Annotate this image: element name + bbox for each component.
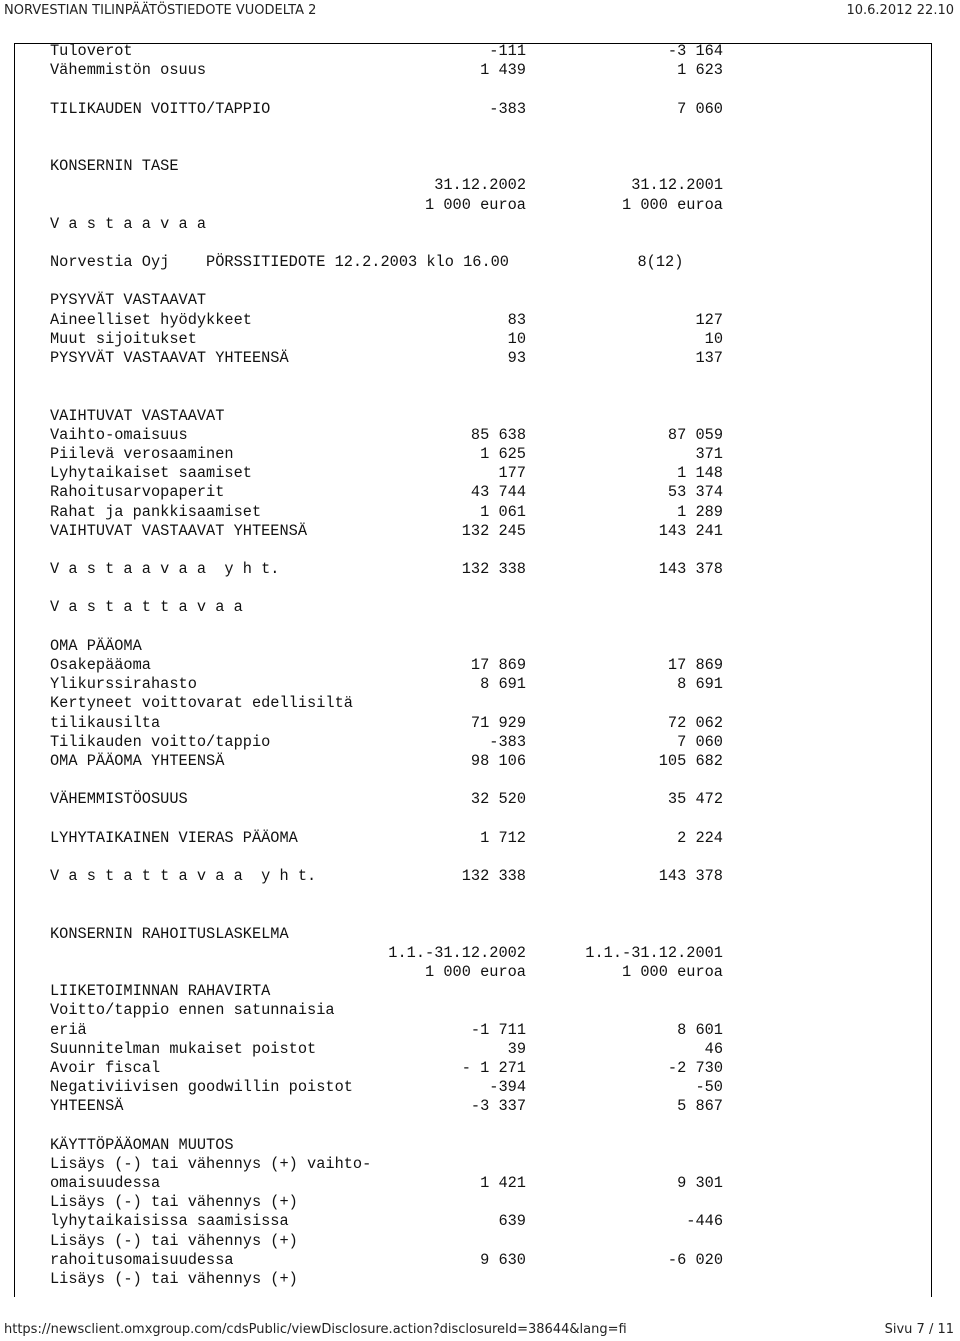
blank-line <box>50 80 910 99</box>
blank-line <box>50 886 910 905</box>
value-2002: 1 439 <box>480 61 526 80</box>
statement-row <box>50 752 910 771</box>
blank-line <box>50 234 910 253</box>
row-label: Vähemmistön osuus <box>50 61 207 80</box>
value-2002: -383 <box>489 732 526 751</box>
value-2001: 137 <box>695 349 723 367</box>
statement-row <box>50 1251 910 1270</box>
row-label: Ylikurssirahasto <box>50 675 197 694</box>
value-2001: 1 000 euroa <box>622 195 723 214</box>
value-2002: 1 061 <box>480 502 526 521</box>
value-2002: 1 421 <box>480 1174 526 1193</box>
blank-line <box>50 771 910 790</box>
value-2001: 31.12.2001 <box>631 176 723 195</box>
row-label: VAIHTUVAT VASTAAVAT YHTEENSÄ <box>50 521 308 540</box>
row-label: OMA PÄÄOMA <box>50 636 142 655</box>
value-2002: 32 520 <box>470 790 526 809</box>
blank-line <box>50 905 910 924</box>
value-2001: 371 <box>695 444 723 463</box>
blank-line <box>50 368 910 387</box>
row-label: V a s t a a v a a <box>50 214 207 233</box>
value-2001: 1 623 <box>677 61 723 80</box>
statement-row <box>50 829 910 848</box>
statement-row <box>50 598 910 617</box>
row-label: Lisäys (-) tai vähennys (+) <box>50 1231 298 1250</box>
statement-row <box>50 925 910 944</box>
row-label: Tuloverot <box>50 42 133 60</box>
blank-line <box>50 848 910 867</box>
blank-line <box>50 579 910 598</box>
value-2002: 132 245 <box>461 521 526 540</box>
value-2002: 1 000 euroa <box>425 963 526 981</box>
statement-row <box>50 963 910 982</box>
row-label: Piilevä verosaaminen <box>50 444 234 463</box>
statement-row <box>50 445 910 464</box>
value-2001: 46 <box>704 1039 723 1058</box>
value-2002: 132 338 <box>461 867 526 886</box>
print-datetime: 10.6.2012 22.10 <box>846 3 954 18</box>
row-label: VÄHEMMISTÖOSUUS <box>50 790 188 809</box>
statement-row <box>50 982 910 1001</box>
blank-line <box>50 1117 910 1136</box>
row-label: KONSERNIN RAHOITUSLASKELMA <box>50 924 289 943</box>
value-2001: 8 691 <box>677 675 723 694</box>
value-2001: 9 301 <box>677 1174 723 1193</box>
value-2002: 10 <box>507 329 526 348</box>
blank-line <box>50 541 910 560</box>
statement-row <box>50 503 910 522</box>
value-2001: -6 020 <box>667 1250 723 1269</box>
statement-row <box>50 464 910 483</box>
value-2002: 31.12.2002 <box>434 176 526 195</box>
statement-row <box>50 407 910 426</box>
value-2002: 17 869 <box>470 656 526 674</box>
value-2002: 9 630 <box>480 1250 526 1269</box>
row-label: Norvestia Oyj PÖRSSITIEDOTE 12.2.2003 klo 16.00 8(12) <box>50 253 684 272</box>
row-label: VAIHTUVAT VASTAAVAT <box>50 406 225 425</box>
statement-row <box>50 694 910 713</box>
blank-line <box>50 119 910 138</box>
statement-row <box>50 330 910 349</box>
value-2001: 17 869 <box>667 656 723 674</box>
statement-row <box>50 253 910 272</box>
value-2002: -1 711 <box>470 1020 526 1039</box>
value-2002: 639 <box>498 1212 526 1231</box>
row-label: V a s t a t t a v a a <box>50 598 243 617</box>
value-2001: 87 059 <box>667 425 723 444</box>
row-label: Lisäys (-) tai vähennys (+) <box>50 1270 298 1288</box>
value-2001: -3 164 <box>667 42 723 60</box>
row-label: V a s t a t t a v a a y h t. <box>50 867 317 886</box>
statement-row <box>50 61 910 80</box>
statement-row <box>50 522 910 541</box>
source-url: https://newsclient.omxgroup.com/cdsPublic/viewDisclosure.action?disclosureId=38644&lang=fi <box>4 1322 627 1337</box>
statement-row <box>50 1078 910 1097</box>
blank-line <box>50 810 910 829</box>
value-2002: -111 <box>489 42 526 60</box>
row-label: Suunnitelman mukaiset poistot <box>50 1039 317 1058</box>
print-header <box>0 0 960 30</box>
value-2002: 1 625 <box>480 444 526 463</box>
row-label: Tilikauden voitto/tappio <box>50 732 271 751</box>
statement-row <box>50 560 910 579</box>
value-2002: 132 338 <box>461 560 526 579</box>
statement-row <box>50 1212 910 1231</box>
statement-row <box>50 1021 910 1040</box>
row-label: YHTEENSÄ <box>50 1097 124 1116</box>
value-2001: 7 060 <box>677 99 723 118</box>
statement-row <box>50 1040 910 1059</box>
statement-row <box>50 1155 910 1174</box>
row-label: KÄYTTÖPÄÄOMAN MUUTOS <box>50 1135 234 1154</box>
row-label: omaisuudessa <box>50 1174 161 1193</box>
statement-row <box>50 291 910 310</box>
row-label: Aineelliset hyödykkeet <box>50 310 252 329</box>
statement-row <box>50 944 910 963</box>
statement-row <box>50 1232 910 1251</box>
value-2001: 35 472 <box>667 790 723 809</box>
document-title: NORVESTIAN TILINPÄÄTÖSTIEDOTE VUODELTA 2 <box>4 3 317 18</box>
value-2001: 5 867 <box>677 1097 723 1116</box>
statement-row <box>50 215 910 234</box>
statement-row <box>50 637 910 656</box>
row-label: OMA PÄÄOMA YHTEENSÄ <box>50 751 225 770</box>
value-2002: 43 744 <box>470 483 526 502</box>
value-2002: -383 <box>489 99 526 118</box>
blank-line <box>50 618 910 637</box>
row-label: PYSYVÄT VASTAAVAT <box>50 291 207 310</box>
statement-row <box>50 196 910 215</box>
value-2002: 85 638 <box>470 425 526 444</box>
value-2002: 93 <box>507 349 526 367</box>
statement-row <box>50 1270 910 1289</box>
value-2001: 105 682 <box>658 751 723 770</box>
print-footer <box>0 1318 960 1341</box>
value-2002: 39 <box>507 1039 526 1058</box>
statement-row <box>50 675 910 694</box>
statement-row <box>50 157 910 176</box>
value-2001: 2 224 <box>677 828 723 847</box>
statement-row <box>50 1136 910 1155</box>
value-2001: 1 148 <box>677 464 723 483</box>
value-2002: 83 <box>507 310 526 329</box>
value-2001: 7 060 <box>677 732 723 751</box>
value-2002: -394 <box>489 1078 526 1097</box>
value-2001: 143 378 <box>658 867 723 886</box>
row-label: Negativiivisen goodwillin poistot <box>50 1078 353 1097</box>
value-2001: 143 378 <box>658 560 723 579</box>
row-label: Lisäys (-) tai vähennys (+) vaihto- <box>50 1154 372 1173</box>
statement-row <box>50 1001 910 1020</box>
value-2002: - 1 271 <box>461 1058 526 1077</box>
statement-row <box>50 483 910 502</box>
statement-row <box>50 176 910 195</box>
statement-row <box>50 733 910 752</box>
statement-row <box>50 656 910 675</box>
value-2002: 1 712 <box>480 828 526 847</box>
value-2002: 1 000 euroa <box>425 195 526 214</box>
blank-line <box>50 272 910 291</box>
row-label: Lyhytaikaiset saamiset <box>50 464 252 483</box>
statement-row <box>50 1059 910 1078</box>
row-label: Rahat ja pankkisaamiset <box>50 502 262 521</box>
value-2002: 1.1.-31.12.2002 <box>388 943 526 962</box>
statement-row <box>50 100 910 119</box>
row-label: LYHYTAIKAINEN VIERAS PÄÄOMA <box>50 828 298 847</box>
value-2002: 71 929 <box>470 713 526 732</box>
row-label: Rahoitusarvopaperit <box>50 483 225 502</box>
statement-row <box>50 867 910 886</box>
statement-row <box>50 1174 910 1193</box>
value-2001: -50 <box>695 1078 723 1097</box>
row-label: Kertyneet voittovarat edellisiltä <box>50 694 353 713</box>
row-label: Avoir fiscal <box>50 1058 161 1077</box>
value-2001: 53 374 <box>667 483 723 502</box>
row-label: Muut sijoitukset <box>50 329 197 348</box>
value-2002: 177 <box>498 464 526 483</box>
value-2002: 8 691 <box>480 675 526 694</box>
row-label: PYSYVÄT VASTAAVAT YHTEENSÄ <box>50 349 289 367</box>
financial-statement <box>50 42 910 1289</box>
row-label: Lisäys (-) tai vähennys (+) <box>50 1193 298 1212</box>
row-label: TILIKAUDEN VOITTO/TAPPIO <box>50 99 271 118</box>
statement-row <box>50 426 910 445</box>
value-2002: 98 106 <box>470 751 526 770</box>
value-2001: 8 601 <box>677 1020 723 1039</box>
page-number: Sivu 7 / 11 <box>884 1322 954 1337</box>
statement-row <box>50 349 910 368</box>
row-label: lyhytaikaisissa saamisissa <box>50 1212 289 1231</box>
statement-row <box>50 714 910 733</box>
row-label: Voitto/tappio ennen satunnaisia <box>50 1001 335 1020</box>
row-label: rahoitusomaisuudessa <box>50 1250 234 1269</box>
value-2001: 143 241 <box>658 521 723 540</box>
value-2001: 72 062 <box>667 713 723 732</box>
row-label: eriä <box>50 1020 87 1039</box>
row-label: LIIKETOIMINNAN RAHAVIRTA <box>50 982 271 1001</box>
statement-row <box>50 1193 910 1212</box>
statement-row <box>50 311 910 330</box>
value-2001: 1 289 <box>677 502 723 521</box>
value-2002: -3 337 <box>470 1097 526 1116</box>
row-label: KONSERNIN TASE <box>50 157 179 176</box>
value-2001: 127 <box>695 310 723 329</box>
value-2001: -446 <box>686 1212 723 1231</box>
statement-row <box>50 1097 910 1116</box>
blank-line <box>50 138 910 157</box>
value-2001: 1.1.-31.12.2001 <box>585 943 723 962</box>
row-label: V a s t a a v a a y h t. <box>50 560 280 579</box>
row-label: Vaihto-omaisuus <box>50 425 188 444</box>
value-2001: 10 <box>704 329 723 348</box>
value-2001: -2 730 <box>667 1058 723 1077</box>
value-2001: 1 000 euroa <box>622 963 723 981</box>
statement-row <box>50 42 910 61</box>
blank-line <box>50 387 910 406</box>
row-label: Osakepääoma <box>50 656 151 674</box>
statement-row <box>50 790 910 809</box>
row-label: tilikausilta <box>50 713 161 732</box>
